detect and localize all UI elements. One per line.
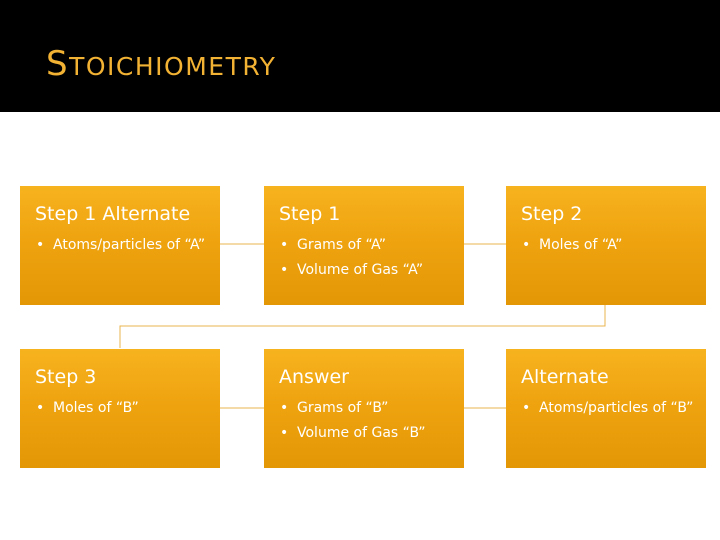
box-list	[521, 399, 696, 418]
box-answer	[264, 349, 464, 468]
box-list-item: • Grams of “B”	[279, 399, 454, 418]
box-list-item: • Volume of Gas “B”	[279, 424, 454, 443]
box-list-item: • Atoms/particles of “B”	[521, 399, 696, 418]
connector-step2-to-step3	[120, 305, 605, 348]
box-heading: Step 2	[521, 203, 583, 225]
box-step-1	[264, 186, 464, 305]
box-heading: Step 1	[279, 203, 341, 225]
box-list-item: • Atoms/particles of “A”	[35, 236, 210, 255]
box-list-item: • Moles of “B”	[35, 399, 210, 418]
box-step-2	[506, 186, 706, 305]
box-heading: Step 3	[35, 366, 97, 388]
box-list	[279, 236, 454, 280]
box-heading: Alternate	[521, 366, 609, 388]
box-list	[35, 399, 210, 418]
box-alternate	[506, 349, 706, 468]
slide-title-initial: S	[46, 44, 70, 84]
box-list-item: • Volume of Gas “A”	[279, 261, 454, 280]
box-list-item: • Grams of “A”	[279, 236, 454, 255]
box-list	[279, 399, 454, 443]
box-step-1-alternate	[20, 186, 220, 305]
box-list	[521, 236, 696, 255]
box-list	[35, 236, 210, 255]
slide-title-rest: TOICHIOMETRY	[69, 52, 277, 81]
box-heading: Answer	[279, 366, 349, 388]
box-list-item: • Moles of “A”	[521, 236, 696, 255]
box-step-3	[20, 349, 220, 468]
box-heading: Step 1 Alternate	[35, 203, 191, 225]
